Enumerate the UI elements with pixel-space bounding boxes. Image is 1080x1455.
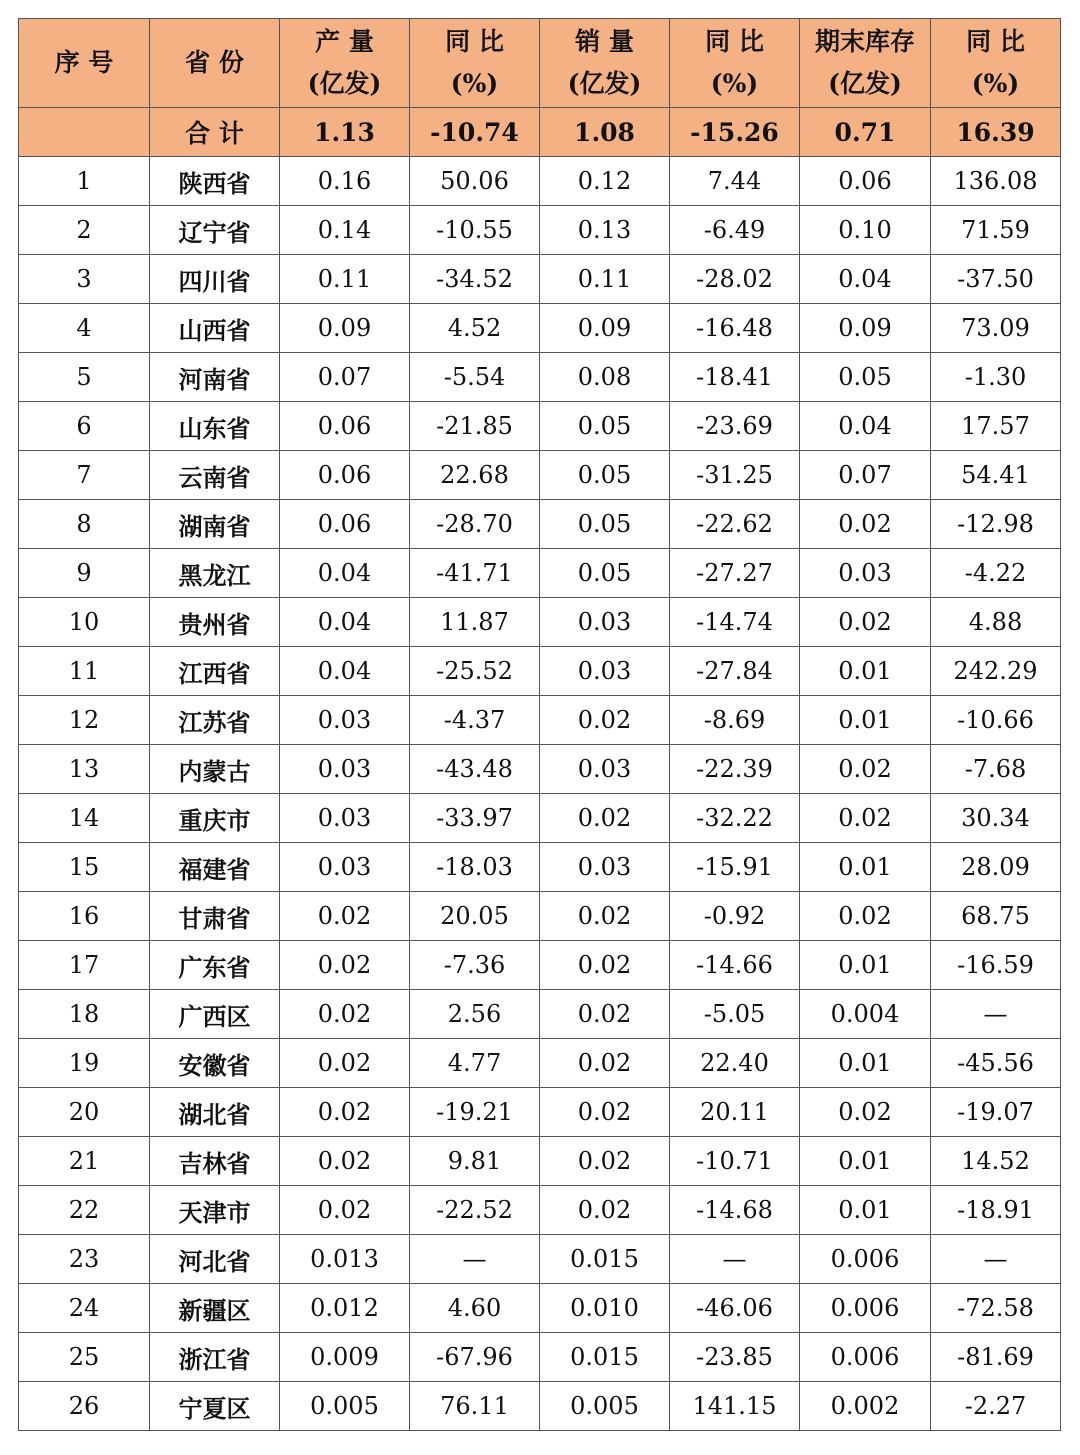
table-row [19,500,1061,549]
cell-production: 0.012 [280,1284,410,1333]
cell-sales-yoy: — [670,1235,800,1284]
cell-province: 贵州省 [150,598,280,647]
cell-index: 1 [19,157,150,206]
table-row [19,647,1061,696]
cell-sales: 0.05 [540,402,670,451]
cell-production: 0.06 [280,451,410,500]
header-production-yoy-line: (%) [450,69,499,98]
cell-inventory: 0.06 [800,157,931,206]
cell-sales: 0.05 [540,549,670,598]
cell-sales: 0.05 [540,451,670,500]
cell-sales: 0.11 [540,255,670,304]
cell-sales: 0.02 [540,990,670,1039]
cell-production-yoy: -25.52 [410,647,540,696]
cell-sales-yoy: -23.69 [670,402,800,451]
cell-production-yoy: 22.68 [410,451,540,500]
cell-province: 浙江省 [150,1333,280,1382]
cell-inventory: 0.04 [800,255,931,304]
cell-sales-yoy: 22.40 [670,1039,800,1088]
header-row [19,19,1061,108]
table-row [19,304,1061,353]
cell-production-yoy: -41.71 [410,549,540,598]
cell-province: 江西省 [150,647,280,696]
cell-inventory: 0.10 [800,206,931,255]
cell-production-yoy: -4.37 [410,696,540,745]
cell-inventory-yoy: -16.59 [931,941,1061,990]
header-inventory-yoy [931,19,1061,108]
cell-province: 四川省 [150,255,280,304]
cell-production: 0.02 [280,1186,410,1235]
total-cell-production-yoy: -10.74 [410,108,540,157]
cell-sales: 0.08 [540,353,670,402]
cell-province: 山西省 [150,304,280,353]
cell-sales: 0.005 [540,1382,670,1431]
cell-sales: 0.12 [540,157,670,206]
province-data-table [18,18,1061,1431]
cell-index: 25 [19,1333,150,1382]
cell-production: 0.09 [280,304,410,353]
cell-sales: 0.02 [540,696,670,745]
cell-inventory-yoy: 28.09 [931,843,1061,892]
cell-inventory-yoy: -72.58 [931,1284,1061,1333]
cell-inventory-yoy: -10.66 [931,696,1061,745]
cell-inventory-yoy: — [931,990,1061,1039]
cell-production-yoy: 20.05 [410,892,540,941]
cell-sales-yoy: -14.66 [670,941,800,990]
table-row [19,990,1061,1039]
header-inventory-yoy-line: 同 比 [966,27,1025,56]
cell-sales: 0.02 [540,1039,670,1088]
cell-inventory-yoy: 54.41 [931,451,1061,500]
cell-index: 4 [19,304,150,353]
table-row [19,1235,1061,1284]
cell-inventory-yoy: -7.68 [931,745,1061,794]
cell-sales: 0.02 [540,794,670,843]
cell-index: 12 [19,696,150,745]
cell-inventory: 0.02 [800,1088,931,1137]
cell-inventory-yoy: — [931,1235,1061,1284]
cell-province: 云南省 [150,451,280,500]
cell-sales: 0.02 [540,892,670,941]
cell-index: 7 [19,451,150,500]
table-header [19,19,1061,108]
cell-sales-yoy: -14.68 [670,1186,800,1235]
table-row [19,941,1061,990]
cell-sales-yoy: -18.41 [670,353,800,402]
cell-inventory: 0.04 [800,402,931,451]
cell-inventory: 0.01 [800,843,931,892]
table-row [19,1137,1061,1186]
cell-province: 重庆市 [150,794,280,843]
cell-sales: 0.03 [540,745,670,794]
cell-sales-yoy: -31.25 [670,451,800,500]
cell-province: 黑龙江 [150,549,280,598]
cell-index: 2 [19,206,150,255]
header-production-line: (亿发) [307,69,382,98]
cell-province: 新疆区 [150,1284,280,1333]
cell-sales: 0.015 [540,1333,670,1382]
cell-index: 11 [19,647,150,696]
cell-inventory: 0.02 [800,892,931,941]
cell-inventory-yoy: -1.30 [931,353,1061,402]
cell-production: 0.11 [280,255,410,304]
cell-inventory-yoy: -12.98 [931,500,1061,549]
table-row [19,598,1061,647]
cell-sales-yoy: -10.71 [670,1137,800,1186]
table-row [19,745,1061,794]
total-cell-inventory-yoy: 16.39 [931,108,1061,157]
cell-sales: 0.010 [540,1284,670,1333]
cell-sales-yoy: -14.74 [670,598,800,647]
total-cell-index [19,108,150,157]
header-sales-yoy-line: 同 比 [705,27,764,56]
cell-province: 河北省 [150,1235,280,1284]
cell-production: 0.14 [280,206,410,255]
cell-index: 20 [19,1088,150,1137]
cell-sales-yoy: 7.44 [670,157,800,206]
total-cell-province: 合 计 [150,108,280,157]
cell-index: 14 [19,794,150,843]
cell-inventory: 0.004 [800,990,931,1039]
total-row [19,108,1061,157]
cell-inventory: 0.02 [800,745,931,794]
cell-index: 5 [19,353,150,402]
cell-inventory-yoy: 14.52 [931,1137,1061,1186]
cell-sales-yoy: -16.48 [670,304,800,353]
cell-inventory: 0.01 [800,647,931,696]
cell-province: 湖北省 [150,1088,280,1137]
header-production-yoy-line: 同 比 [445,27,504,56]
header-production-line: 产 量 [315,27,374,56]
cell-inventory-yoy: 242.29 [931,647,1061,696]
cell-sales-yoy: -22.62 [670,500,800,549]
cell-production: 0.02 [280,941,410,990]
cell-index: 26 [19,1382,150,1431]
header-inventory-yoy-line: (%) [971,69,1020,98]
cell-sales: 0.02 [540,1186,670,1235]
header-inventory-line: (亿发) [828,69,902,98]
cell-index: 21 [19,1137,150,1186]
cell-inventory-yoy: -19.07 [931,1088,1061,1137]
total-cell-production: 1.13 [280,108,410,157]
cell-sales-yoy: -28.02 [670,255,800,304]
cell-inventory-yoy: 73.09 [931,304,1061,353]
table-row [19,1186,1061,1235]
cell-production-yoy: 11.87 [410,598,540,647]
cell-index: 17 [19,941,150,990]
table-row [19,549,1061,598]
cell-index: 22 [19,1186,150,1235]
cell-index: 18 [19,990,150,1039]
cell-production: 0.02 [280,1137,410,1186]
cell-province: 山东省 [150,402,280,451]
cell-inventory-yoy: -4.22 [931,549,1061,598]
cell-sales-yoy: -6.49 [670,206,800,255]
cell-production-yoy: -7.36 [410,941,540,990]
cell-sales: 0.03 [540,647,670,696]
cell-inventory-yoy: 71.59 [931,206,1061,255]
cell-inventory-yoy: -45.56 [931,1039,1061,1088]
cell-inventory-yoy: 136.08 [931,157,1061,206]
cell-sales: 0.03 [540,598,670,647]
cell-sales-yoy: 141.15 [670,1382,800,1431]
cell-sales-yoy: -22.39 [670,745,800,794]
header-sales-line: 销 量 [575,27,634,56]
cell-inventory-yoy: 30.34 [931,794,1061,843]
cell-province: 江苏省 [150,696,280,745]
cell-province: 吉林省 [150,1137,280,1186]
table-row [19,843,1061,892]
cell-production-yoy: -18.03 [410,843,540,892]
cell-province: 湖南省 [150,500,280,549]
cell-index: 16 [19,892,150,941]
table-row [19,696,1061,745]
table-row [19,1382,1061,1431]
table-row [19,794,1061,843]
cell-province: 天津市 [150,1186,280,1235]
table-row [19,1284,1061,1333]
cell-sales-yoy: -8.69 [670,696,800,745]
header-inventory [800,19,931,108]
cell-province: 广西区 [150,990,280,1039]
header-sales [540,19,670,108]
cell-province: 辽宁省 [150,206,280,255]
cell-inventory-yoy: -81.69 [931,1333,1061,1382]
cell-production-yoy: -67.96 [410,1333,540,1382]
table-row [19,255,1061,304]
cell-production: 0.03 [280,843,410,892]
cell-index: 15 [19,843,150,892]
header-sales-line: (亿发) [567,69,642,98]
total-cell-inventory: 0.71 [800,108,931,157]
cell-sales: 0.02 [540,941,670,990]
cell-sales: 0.09 [540,304,670,353]
cell-province: 广东省 [150,941,280,990]
header-index [19,19,150,108]
cell-sales: 0.02 [540,1088,670,1137]
total-cell-sales-yoy: -15.26 [670,108,800,157]
cell-sales-yoy: -0.92 [670,892,800,941]
cell-production-yoy: 9.81 [410,1137,540,1186]
cell-production-yoy: -19.21 [410,1088,540,1137]
cell-sales: 0.015 [540,1235,670,1284]
cell-production-yoy: 4.52 [410,304,540,353]
cell-inventory: 0.01 [800,1137,931,1186]
cell-inventory-yoy: 68.75 [931,892,1061,941]
cell-production: 0.005 [280,1382,410,1431]
cell-production: 0.02 [280,1039,410,1088]
header-province [150,19,280,108]
table-row [19,892,1061,941]
cell-inventory: 0.01 [800,1039,931,1088]
cell-production-yoy: 50.06 [410,157,540,206]
cell-production: 0.03 [280,696,410,745]
cell-production: 0.06 [280,402,410,451]
cell-production-yoy: -33.97 [410,794,540,843]
cell-index: 10 [19,598,150,647]
table-row [19,1088,1061,1137]
cell-inventory-yoy: -37.50 [931,255,1061,304]
cell-production-yoy: -43.48 [410,745,540,794]
cell-index: 9 [19,549,150,598]
cell-inventory-yoy: -2.27 [931,1382,1061,1431]
cell-production-yoy: 4.60 [410,1284,540,1333]
cell-production-yoy: -34.52 [410,255,540,304]
cell-inventory-yoy: 4.88 [931,598,1061,647]
table-row [19,1039,1061,1088]
total-cell-sales: 1.08 [540,108,670,157]
cell-sales-yoy: -15.91 [670,843,800,892]
cell-province: 陕西省 [150,157,280,206]
cell-inventory: 0.05 [800,353,931,402]
cell-province: 安徽省 [150,1039,280,1088]
header-sales-yoy-line: (%) [710,69,759,98]
cell-inventory-yoy: -18.91 [931,1186,1061,1235]
header-inventory-line: 期末库存 [814,27,915,56]
cell-inventory: 0.01 [800,1186,931,1235]
cell-sales-yoy: -32.22 [670,794,800,843]
cell-inventory-yoy: 17.57 [931,402,1061,451]
header-production [280,19,410,108]
table-row [19,451,1061,500]
cell-province: 宁夏区 [150,1382,280,1431]
cell-production: 0.009 [280,1333,410,1382]
cell-production: 0.03 [280,794,410,843]
cell-province: 甘肃省 [150,892,280,941]
cell-production: 0.04 [280,598,410,647]
cell-inventory: 0.01 [800,696,931,745]
cell-production: 0.03 [280,745,410,794]
cell-production-yoy: 2.56 [410,990,540,1039]
cell-inventory: 0.002 [800,1382,931,1431]
table-row [19,353,1061,402]
cell-sales-yoy: -23.85 [670,1333,800,1382]
cell-inventory: 0.03 [800,549,931,598]
cell-production: 0.02 [280,892,410,941]
header-sales-yoy [670,19,800,108]
table-row [19,157,1061,206]
cell-sales-yoy: -46.06 [670,1284,800,1333]
cell-production: 0.07 [280,353,410,402]
cell-inventory: 0.006 [800,1333,931,1382]
cell-production: 0.16 [280,157,410,206]
cell-sales: 0.03 [540,843,670,892]
cell-inventory: 0.07 [800,451,931,500]
cell-production: 0.013 [280,1235,410,1284]
cell-production-yoy: — [410,1235,540,1284]
table-row [19,402,1061,451]
cell-inventory: 0.02 [800,500,931,549]
cell-inventory: 0.02 [800,598,931,647]
cell-inventory: 0.01 [800,941,931,990]
cell-index: 8 [19,500,150,549]
cell-province: 福建省 [150,843,280,892]
cell-inventory: 0.006 [800,1235,931,1284]
cell-province: 河南省 [150,353,280,402]
cell-production-yoy: -5.54 [410,353,540,402]
cell-sales-yoy: -5.05 [670,990,800,1039]
header-province-line: 省 份 [185,48,244,77]
cell-sales-yoy: 20.11 [670,1088,800,1137]
cell-production-yoy: -28.70 [410,500,540,549]
cell-index: 13 [19,745,150,794]
cell-sales: 0.02 [540,1137,670,1186]
cell-production-yoy: -21.85 [410,402,540,451]
table-row [19,1333,1061,1382]
cell-sales: 0.05 [540,500,670,549]
cell-production-yoy: 76.11 [410,1382,540,1431]
cell-index: 23 [19,1235,150,1284]
table-row [19,206,1061,255]
cell-production: 0.02 [280,1088,410,1137]
cell-sales-yoy: -27.84 [670,647,800,696]
header-production-yoy [410,19,540,108]
cell-production: 0.04 [280,549,410,598]
cell-production: 0.04 [280,647,410,696]
cell-inventory: 0.09 [800,304,931,353]
cell-sales-yoy: -27.27 [670,549,800,598]
table-body [19,108,1061,1431]
cell-production-yoy: -10.55 [410,206,540,255]
cell-inventory: 0.02 [800,794,931,843]
cell-index: 19 [19,1039,150,1088]
cell-sales: 0.13 [540,206,670,255]
cell-production: 0.06 [280,500,410,549]
header-index-line: 序 号 [54,48,114,77]
cell-index: 6 [19,402,150,451]
cell-index: 3 [19,255,150,304]
cell-production: 0.02 [280,990,410,1039]
cell-production-yoy: -22.52 [410,1186,540,1235]
cell-inventory: 0.006 [800,1284,931,1333]
cell-index: 24 [19,1284,150,1333]
cell-province: 内蒙古 [150,745,280,794]
cell-production-yoy: 4.77 [410,1039,540,1088]
